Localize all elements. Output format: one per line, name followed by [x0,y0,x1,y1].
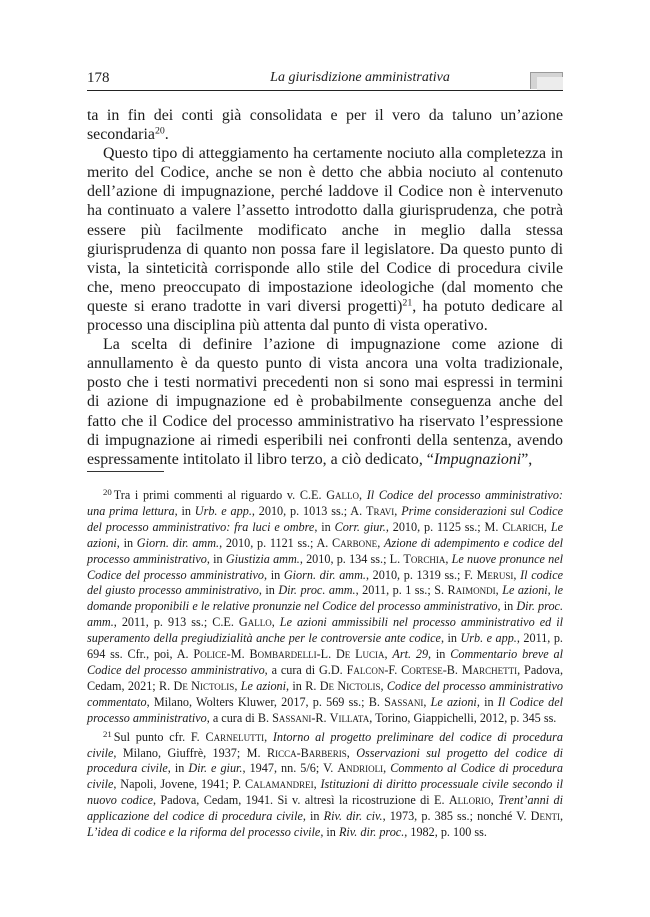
footnote-segment: , [359,488,367,502]
footnote-segment: Il Codice del processo amministrativo [87,694,564,725]
footnote-segment: Gallo [326,488,360,502]
paragraph-text: ta in fin dei conti già consolidata e per il vero da taluno un’azione secondaria [87,107,563,144]
footnote-segment: Cortese [401,662,443,677]
footnote-segment: , Padova, Cedam, 1941. Si v. altresì la ricostruzione di E. [152,793,449,808]
footnote-segment: Andrioli [337,761,384,776]
paragraph-2 [87,144,563,335]
footnote-segment: , in [440,631,461,646]
footnote-segment: Falcon [346,662,385,677]
footnote-segment: , [445,551,452,566]
footnote-segment: , [346,745,357,760]
footnote-segment: , 1973, p. 385 ss.; nonché V. [382,809,531,824]
footnote-segment: , in [258,583,279,598]
footnote-segment: De Nictolis [173,678,235,693]
note-ref-20: 20 [154,125,165,137]
footnote-number: 20 [103,487,112,498]
footnote-segment: Carbone [332,535,378,550]
footnote-segment: Torchia [403,551,446,566]
footnote-segment: Dir. proc. amm. [87,599,563,630]
footnote-segment: Carnelutti [205,729,265,744]
paragraph-text: La scelta di definire l’azione di impugnazione come azione di annullamento è da questo punto di vista ancora una volta tradizionale, posto che i testi normativi precedenti non si sono mai espressi in termini di azione di impugnazione ed è probabilmente conseguenza anche del fatto che il Codice del processo amministrativo ha riservato l’espressione di impugnazione ai rimedi esperibili nei confronti della sentenza, avendo espressamente intitolato il libro terzo, a ciò dedicato, “ [87,336,563,468]
footnote-segment: , [313,777,321,792]
footnote-segment: Giustizia amm. [225,551,300,566]
footnote-segment: Sul punto cfr. F. [113,729,206,744]
footnote-segment: , in [320,825,339,840]
footnote-text [87,488,563,725]
footnote-segment: , in [116,535,137,550]
footnotes [87,488,563,844]
footnote-segment: Marchetti [461,662,518,677]
footnote-segment: Dir. proc. amm. [278,583,356,598]
footnote-segment: , [490,793,499,808]
footnote-segment: Commento al Codice di procedura civile [87,761,564,792]
footnote-segment: -L. [316,647,336,662]
footnote-segment: Dir. e giur. [188,761,243,776]
footnote-segment: Urb. e app. [460,631,517,646]
footnote-segment: , 2010, p. 1013 ss.; A. [251,503,366,518]
footnote-segment: -B. [442,662,462,677]
footnote-segment: Denti [530,809,560,824]
footnote-segment: , [394,503,402,518]
footnote-segment: Raimondi [447,583,496,598]
footnote-segment: , a cura di G.D. [264,662,347,677]
footnote-segment: Clarich [502,519,544,534]
footnote-segment: Sassani [384,694,424,709]
footnote-segment: Osservazioni sul progetto del codice di procedura civile [87,745,564,776]
paragraph-end: , ha potuto dedicare al processo una disciplina più attenta dal punto di vista operativo. [87,297,563,335]
footnote-segment: Trent’anni di applicazione del codice di procedura civile [87,793,563,824]
footnote-segment: Riv. dir. civ. [323,809,383,824]
footnote-segment: Le azioni [240,678,287,693]
footnote-segment: -F. [384,662,402,677]
paragraph-end: ”, [521,450,533,468]
footnote-segment: Calamandrei [244,777,314,792]
footnote-segment: , [271,615,280,630]
footnote-segment: , 2010, p. 134 ss.; L. [299,551,404,566]
running-head: La giurisdizione amministrativa [270,70,450,85]
footnote-segment: Sassani [272,710,312,725]
footnote-segment: Istituzioni di diritto processuale civile secondo il nuovo codice [87,777,564,808]
footnote-segment: , 2011, p. 694 ss. Cfr., poi, A. [87,631,563,662]
footnote-segment: , in [428,647,451,662]
footnote-segment: Villata [329,710,370,725]
footnote-segment: , a cura di B. [206,710,273,725]
footnote-segment: Riv. dir. proc. [338,825,405,840]
footnote-segment: , in [264,567,284,582]
footnote-segment: , 2011, p. 913 ss.; C.E. [113,615,239,630]
footnote-segment: Tra i primi commenti al riguardo v. C.E. [113,488,327,502]
footnote-segment: , [559,809,563,824]
page-number: 178 [87,70,110,86]
footnote-segment: Le azioni [430,694,477,709]
footnote-segment: , Torino, Giappichelli, 2012, p. 345 ss. [369,710,557,725]
footnote-rule [87,471,164,472]
footnote-segment: , [234,678,241,693]
paragraph-end: . [164,126,169,144]
footnote-number: 21 [103,728,112,739]
paragraph-3 [87,335,563,469]
footnote-segment: -M. [226,647,250,662]
footnote-segment: , 1947, nn. 5/6; V. [242,761,338,776]
main-text [87,106,563,469]
footnote-segment: Art. 29 [392,647,429,662]
footnote-20 [87,488,563,727]
footnote-text [87,730,563,839]
footnote-segment: Intorno al progetto preliminare del codice di procedura civile [87,729,563,760]
footnote-segment: -R. [311,710,330,725]
footnote-segment: , [383,761,391,776]
footnote-segment: , Napoli, Jovene, 1941; P. [113,777,245,792]
footnote-segment: , [543,519,551,534]
footnote-segment: Ricca-Barberis [266,745,347,760]
footnote-segment: , in R. [286,678,320,693]
footnote-segment: , in [206,551,226,566]
footnote-segment: Giorn. dir. amm. [136,535,220,550]
footnote-segment: , Milano, Wolters Kluwer, 2017, p. 569 ss.; B. [146,694,385,709]
footnote-segment: , in [497,599,517,614]
header-rule [87,90,563,91]
footnote-segment: , 2011, p. 1 ss.; S. [355,583,448,598]
footnote-21 [87,730,563,841]
footnote-segment: Codice del processo amministrativo commentato [87,678,564,709]
footnote-segment: , [384,647,393,662]
corner-tab [530,72,563,89]
footnote-segment: Travi [366,503,395,518]
footnote-segment: Prime considerazioni sul Codice del processo amministrativo: fra luci e ombre [87,503,563,534]
footnote-segment: , in [167,761,189,776]
footnote-segment: Bombardelli [249,647,317,662]
paragraph-text: Questo tipo di atteggiamento ha certamente nociuto alla completezza in merito del Codice, anche se non è detto che abbia nociuto al contenuto dell’azione di impugnazione, perché laddove il Codice non è intervenuto ha continuato a valere l’assetto introdotto dalla giurisprudenza, che potrà essere più facilmente modificato anche in meglio dalla stessa giurisprudenza di quanto non possa fare il legislatore. Da questo punto di vista, la sinteticità corrisponde allo stile del Codice di procedura civile che, meno preoccupato di impostazione ideologiche (dal momento che queste si erano tradotte in vari diversi progetti) [87,145,563,315]
footnote-segment: Azione di adempimento e codice del processo amministrativo [87,535,564,566]
footnote-segment: , 2010, p. 1121 ss.; A. [219,535,333,550]
footnote-segment: , in [314,519,335,534]
footnote-segment: Gallo [238,615,272,630]
footnote-segment: Corr. giur. [334,519,386,534]
footnote-segment: , 2010, p. 1319 ss.; F. [365,567,477,582]
footnote-segment: Commentario breve al Codice del processo amministrativo [87,647,563,677]
footnote-segment: , in [302,809,324,824]
footnote-segment: Il Codice del processo amministrativo: una prima lettura [87,488,563,518]
footnote-segment: Police [193,647,227,662]
footnote-segment: Le azioni, le domande proponibili e le relative pronunzie nel Codice del processo amministrativo [87,583,564,614]
note-ref-21: 21 [402,297,413,309]
footnote-segment: Le azioni [87,519,563,550]
footnote-segment: , [513,567,521,582]
footnote-segment: L’idea di codice e la riforma del processo civile [87,825,321,840]
footnote-segment: , in [174,503,195,518]
footnote-segment: Le azioni ammissibili nel processo amministrativo ed il superamento della pregiudizialità anche per le controversie ante codice [87,615,563,646]
footnote-segment: , in [476,694,498,709]
footnote-segment: , 1982, p. 100 ss. [404,825,487,840]
footnote-segment: Merusi [476,567,514,582]
footnote-segment: De Nictolis [319,678,381,693]
footnote-segment: Le nuove pronunce nel Codice del processo amministrativo [87,551,563,582]
footnote-segment: , [377,535,384,550]
footnote-segment: , [423,694,431,709]
footnote-segment: De Lucia [335,647,385,662]
footnote-segment: , [495,583,503,598]
footnote-segment: Giorn. dir. amm. [283,567,366,582]
footnote-segment: , 2010, p. 1125 ss.; M. [385,519,503,534]
paragraph-1 [87,106,563,144]
footnote-segment: Allorio [448,793,491,808]
footnote-segment: , [380,678,387,693]
footnote-segment: Il codice del giusto processo amministrativo [87,567,564,598]
emphasis: Impugnazioni [433,450,522,468]
footnote-segment: , Padova, Cedam, 2021; R. [87,662,563,693]
footnote-segment: , Milano, Giuffrè, 1937; M. [113,745,267,760]
footnote-segment: , [264,729,273,744]
footnote-segment: Urb. e app. [194,503,252,518]
